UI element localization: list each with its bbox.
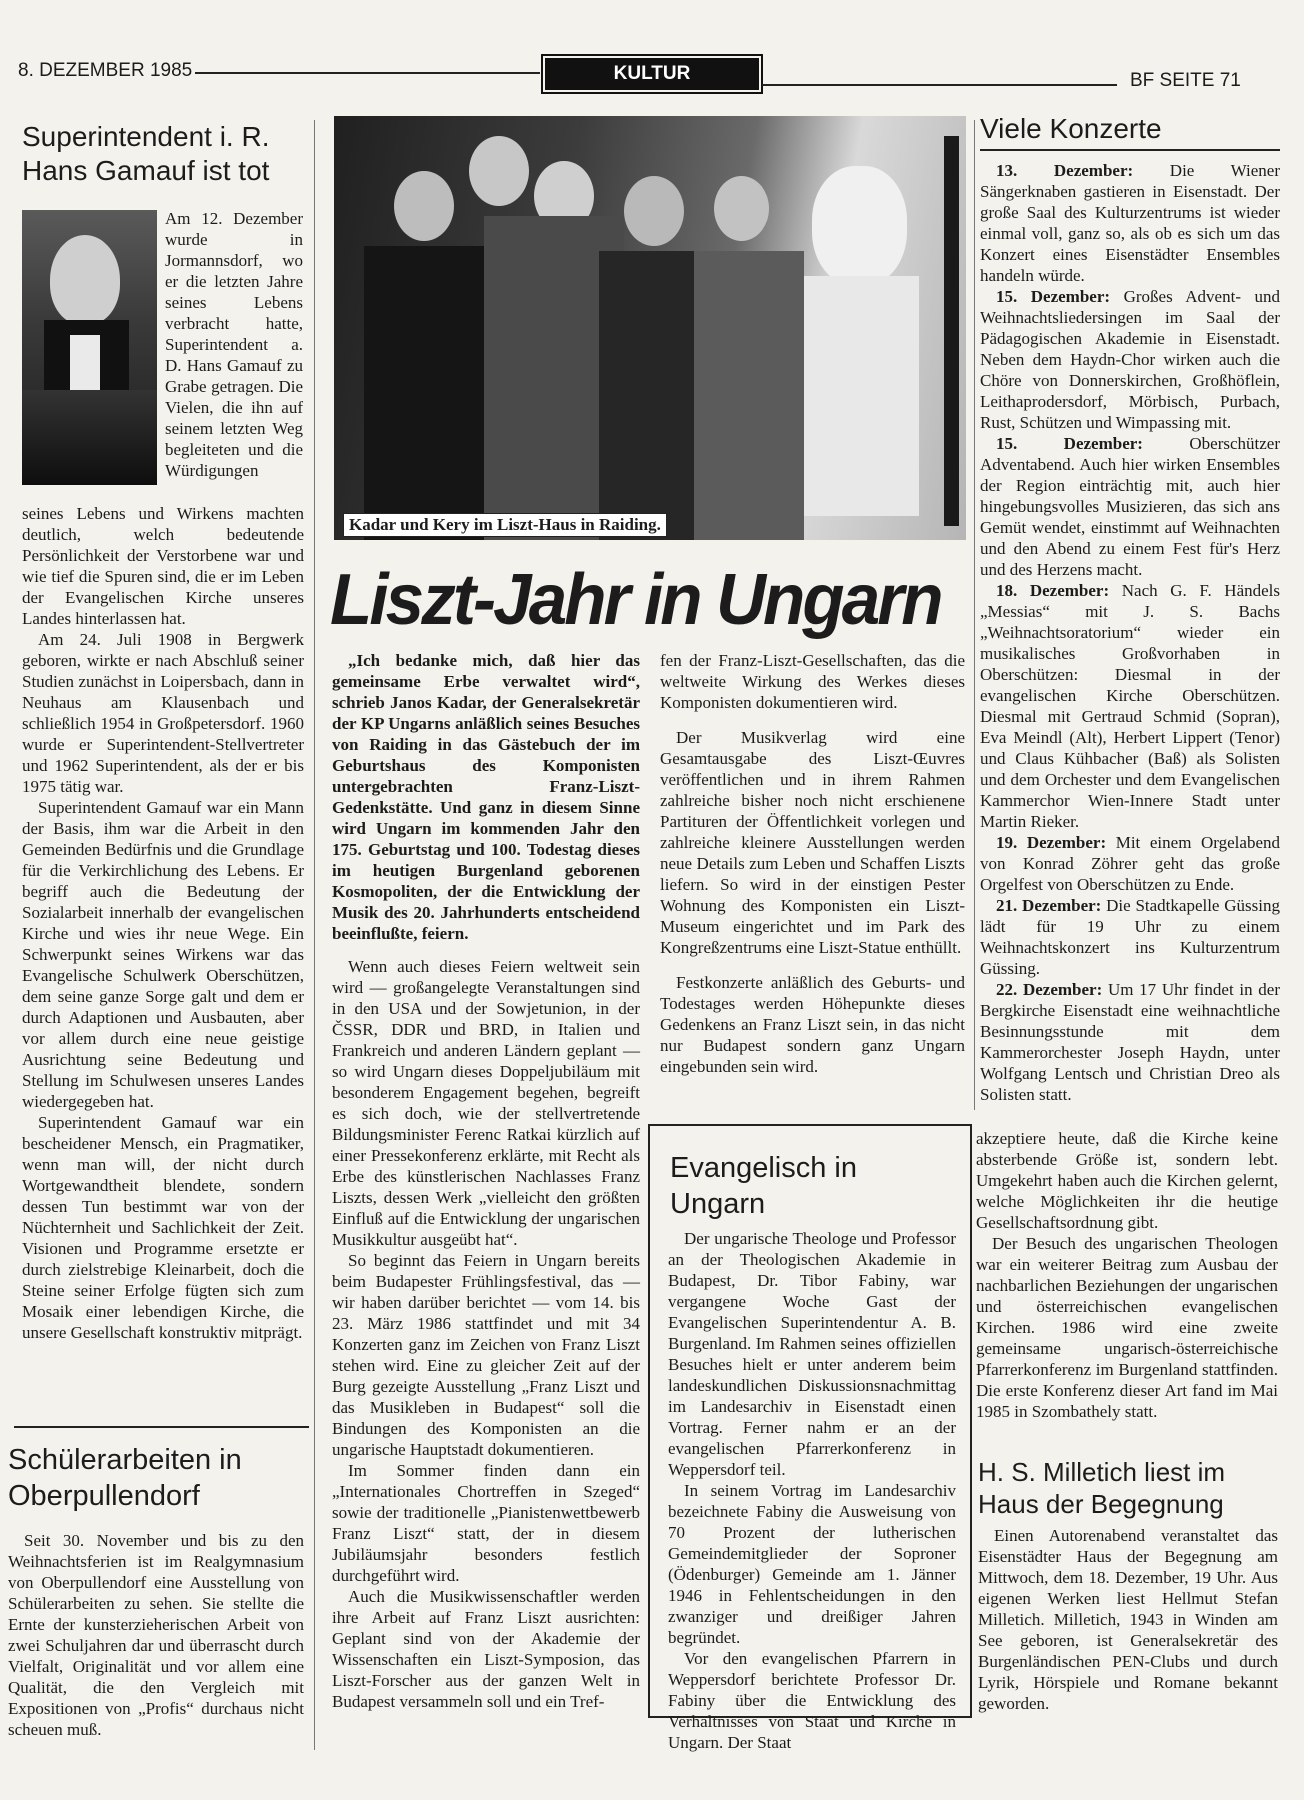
- konzerte-list: [980, 160, 1280, 1105]
- schueler-p1: Seit 30. November und bis zu den Weihnachtsferien ist im Realgymnasium von Oberpullendorf eine Ausstellung von Schülerarbeiten zu sehen. Sie stellte die Ernte der kunsterzieherischen Arbeit von zwei Schuljahren dar und überrascht durch Vielfalt, Originalität und vor allem eine Qualität, die den Vergleich mit Expositionen von „Profis“ durchaus nicht scheuen muß.: [8, 1531, 304, 1739]
- konzert-item: [980, 832, 1280, 895]
- konzert-date: 15. Dezember:: [996, 434, 1143, 453]
- konzert-text: Die Stadtkapelle Güssing lädt für 19 Uhr zu einem Weihnachtskonzert ins Kulturzentrum Güssing.: [980, 896, 1281, 978]
- milletich-p1: Einen Autorenabend veranstaltet das Eisenstädter Haus der Begegnung am Mittwoch, dem 18. Dezember, 19 Uhr. Aus eigenen Werken liest Hellmut Stefan Milletich. Milletich, 1943 in Winden am See geboren, ist Generalsekretär des Burgenländischen PEN-Clubs und durch Lyrik, Hörspiele und Romane bekannt geworden.: [978, 1526, 1278, 1713]
- gamauf-p2: Am 24. Juli 1908 in Bergwerk geboren, wirkte er nach Abschluß seiner Studien zunächst in Loipersbach, dann in Neuhaus am Klausenbach und schließlich 1954 in Großpetersdorf. 1960 wurde er Superintendent-Stellvertreter und 1962 Superintendent, als der er bis 1975 tätig war.: [22, 630, 304, 796]
- header-rule-left: [195, 72, 540, 74]
- konzert-text: Großes Advent- und Weihnachtsliedersingen im Saal der Pädagogischen Akademie in Eisenstadt. Neben dem Haydn-Chor wirken auch die Chöre von Donnerskirchen, Großhöflein, Leithaprodersdorf, Mörbisch, Purbach, Rust, Schützen und Wimpassing mit.: [980, 287, 1281, 432]
- gamauf-p3: Superintendent Gamauf war ein Mann der Basis, ihm war die Arbeit in den Gemeinden Bedürfnis und die Grundlage für die Verkirchlichung des Lebens. Er begriff auch die Bedeutung der Sozialarbeit innerhalb der evangelischen Kirche und wies ihr neue Wege. Ein Schwerpunkt seines Wirkens war das Evangelische Schulwerk Oberschützen, dem seine ganze Sorge galt und dem er durch Adaptionen und Ausbauten, aber vor allem durch eine neue geistige Ausrichtung seine Bedeutung und Stellung im Schulwesen unseres Landes wiedergegeben hat.: [22, 798, 304, 1111]
- konzert-date: 19. Dezember:: [996, 833, 1107, 852]
- evangelisch-p3: Vor den evangelischen Pfarrern in Weppersdorf berichtete Professor Dr. Fabiny über die Entwicklung des Verhältnisses von Staat und Kirche in Ungarn. Der Staat: [668, 1649, 956, 1752]
- konzert-text: Nach G. F. Händels „Messias“ mit J. S. Bachs „Weihnachtsoratorium“ wieder ein musikalisches Großvorhaben in Oberschützen: Diesmal in der evangelischen Kirche Oberschützen. Diesmal mit Gertraud Schmid (Sopran), Eva Meindl (Alt), Herbert Lippert (Tenor) und Claus Kühbacher (Baß) als Solisten und dem Orchester und dem Evangelischen Kammerchor Wien-Innere Stadt unter Martin Rieker.: [980, 581, 1280, 831]
- column-divider-right: [974, 120, 975, 1110]
- konzert-item: [980, 580, 1280, 832]
- konzert-text: Die Wiener Sängerknaben gastieren in Eisenstadt. Der große Saal des Kulturzentrums ist wieder einmal voll, ganz so, als ob es sich um das Konzert eines Eisenstädter Ensembles handeln würde.: [980, 161, 1281, 285]
- gamauf-title: Superintendent i. R. Hans Gamauf ist tot: [22, 121, 270, 186]
- liszt-col-a: [332, 650, 640, 1712]
- gamauf-bottom-rule: [14, 1426, 309, 1428]
- konzerte-title-rule: [980, 149, 1280, 151]
- evangelisch-c2p2: Der Besuch des ungarischen Theologen war ein weiterer Beitrag zum Ausbau der nachbarlichen Beziehungen der ungarischen und österreichischen evangelischen Kirchen. 1986 wird eine zweite gemeinsame ungarisch-österreichische Pfarrerkonferenz im Burgenland stattfinden. Die erste Konferenz dieser Art fand im Mai 1985 in Szombathely statt.: [976, 1234, 1278, 1421]
- evangelisch-title: Evangelisch in Ungarn: [670, 1152, 857, 1220]
- liszt-c2p1: fen der Franz-Liszt-Gesellschaften, das die weltweite Wirkung des Werkes dieses Komponisten dokumentieren wird.: [660, 651, 965, 712]
- konzerte-title: Viele Konzerte: [980, 113, 1162, 144]
- konzert-date: 18. Dezember:: [996, 581, 1110, 600]
- konzert-date: 15. Dezember:: [996, 287, 1111, 306]
- evangelisch-c2p1: akzeptiere heute, daß die Kirche keine absterbende Größe ist, sondern lebt. Umgekehrt haben auch die Kirchen gelernt, welche Möglichkeiten ihr die heutige Gesellschaftsordnung gibt.: [976, 1129, 1278, 1232]
- konzert-item: [980, 160, 1280, 286]
- gamauf-p1b: seines Lebens und Wirkens machten deutlich, welch bedeutende Persönlichkeit der Verstorbene war und wie tief die Spuren sind, die er im Leben der Evangelischen Kirche unseres Landes hinterlassen hat.: [22, 504, 304, 628]
- liszt-c2p2: Der Musikverlag wird eine Gesamtausgabe des Liszt-Œuvres veröffentlichen und in ihrem Rahmen zahlreiche bisher noch nicht erschienene Partituren der Öffentlichkeit vorlegen und zahlreiche kleinere Ausstellungen werden neue Details zum Leben und Schaffen Liszts liefern. So wird in der einstigen Pester Wohnung des Komponisten ein Liszt-Museum eingerichtet und im Park des Kongreßzentrums eine Liszt-Statue enthüllt.: [660, 728, 965, 957]
- gamauf-body: [22, 503, 304, 1343]
- liszt-lead: „Ich bedanke mich, daß hier das gemeinsame Erbe verwaltet wird“, schrieb Janos Kadar, der Generalsekretär der KP Ungarns anläßlich seines Besuches von Raiding in das Gästebuch der im Geburtshaus des Komponisten untergebrachten Franz-Liszt-Gedenkstätte. Und ganz in diesem Sinne wird Ungarn im kommenden Jahr den 175. Geburtstag und 100. Todestag dieses im heutigen Burgenland geborenen Kosmopoliten, der die Entwicklung der Musik des 20. Jahrhunderts entscheidend beeinflußte, feiern.: [332, 651, 640, 943]
- photo-caption: Kadar und Kery im Liszt-Haus in Raiding.: [343, 513, 667, 537]
- gamauf-p1a: Am 12. Dezember wurde in Jormannsdorf, wo er die letzten Jahre seines Lebens verbracht hatte, Superintendent a. D. Hans Gamauf zu Grabe getragen. Die Vielen, die ihn auf seinem letzten Weg begleiteten und die Würdigungen: [165, 209, 303, 480]
- header-rule-right: [762, 84, 1117, 86]
- konzert-item: [980, 979, 1280, 1105]
- liszt-house-photo: [334, 116, 966, 540]
- column-divider-left: [314, 120, 315, 1750]
- konzert-date: 21. Dezember:: [996, 896, 1102, 915]
- liszt-col-b: [660, 650, 965, 1077]
- evangelisch-col-a: [668, 1228, 956, 1753]
- section-label: KULTUR: [545, 58, 759, 90]
- milletich-body: [978, 1525, 1278, 1714]
- liszt-p4: Auch die Musikwissenschaftler werden ihre Arbeit auf Franz Liszt ausrichten: Geplant sind von der Akademie der Wissenschaften ein Liszt-Symposion, das Liszt-Forscher aus der ganzen Welt in Budapest versammeln soll und ein Tref-: [332, 1587, 640, 1711]
- evangelisch-p2: In seinem Vortrag im Landesarchiv bezeichnete Fabiny die Ausweisung von 70 Prozent der lutherischen Gemeindemitglieder der Soproner (Ödenburger) Gemeinde am 1. Jänner 1946 in Fehlentscheidungen in den zwanziger und dreißiger Jahren begründet.: [668, 1481, 956, 1647]
- liszt-p2: So beginnt das Feiern in Ungarn bereits beim Budapester Frühlingsfestival, das — wir haben darüber berichtet — vom 14. bis 23. März 1986 stattfindet und mit 34 Konzerten ganz im Zeichen von Franz Liszt stehen wird. Eine zu gleicher Zeit auf der Burg gezeigte Ausstellung „Franz Liszt und das Musikleben in Budapest“ soll die Bindungen des Komponisten an die ungarische Hauptstadt dokumentieren.: [332, 1251, 640, 1459]
- header-page: BF SEITE 71: [1130, 70, 1241, 91]
- schueler-body: [8, 1530, 304, 1740]
- liszt-headline: Liszt-Jahr in Ungarn: [330, 560, 941, 640]
- konzert-item: [980, 286, 1280, 433]
- konzert-item: [980, 433, 1280, 580]
- konzert-text: Mit einem Orgelabend von Konrad Zöhrer geht das große Orgelfest von Oberschützen zu Ende.: [980, 833, 1280, 894]
- konzert-item: [980, 895, 1280, 979]
- evangelisch-p1: Der ungarische Theologe und Professor an der Theologischen Akademie in Budapest, Dr. Tibor Fabiny, war vergangene Woche Gast der Evangelischen Superintendentur A. B. Burgenland. Im Rahmen seines offiziellen Besuches hielt er unter anderem beim landeskundlichen Diskussionsnachmittag im Landesarchiv in Eisenstadt einen Vortrag. Ferner nahm er an der evangelischen Pfarrerkonferenz in Weppersdorf teil.: [668, 1229, 956, 1479]
- liszt-p1: Wenn auch dieses Feiern weltweit sein wird — großangelegte Veranstaltungen sind in den USA und der Sowjetunion, in der ČSSR, DDR und BRD, in Italien und Frankreich und anderen Ländern geplant — so wird Ungarn dieses Doppeljubiläum mit besonderem Engagement begehen, begreift es sich doch, wie der stellvertretende Bildungsminister Ferenc Ratkai kürzlich auf einer Pressekonferenz erklärte, mit Recht als Erbe des künstlerischen Nachlasses Franz Liszts, dessen Werk „vielleicht den größten Einfluß auf die Entwicklung der ungarischen Musikkultur ausgeübt hat“.: [332, 957, 640, 1249]
- liszt-c2p3: Festkonzerte anläßlich des Geburts- und Todestages werden Höhepunkte dieses Gedenkens an Franz Liszt sein, in das nicht nur Budapest sondern ganz Ungarn eingebunden sein wird.: [660, 973, 965, 1076]
- header-date: 8. DEZEMBER 1985: [18, 60, 193, 81]
- schueler-title: Schülerarbeiten in Oberpullendorf: [8, 1444, 242, 1512]
- milletich-title: H. S. Milletich liest im Haus der Begegnung: [978, 1457, 1226, 1519]
- konzert-date: 13. Dezember:: [996, 161, 1134, 180]
- evangelisch-col-b: [976, 1128, 1278, 1422]
- konzert-text: Um 17 Uhr findet in der Bergkirche Eisenstadt eine weihnachtliche Besinnungsstunde mit dem Kammerorchester Joseph Haydn, unter Wolfgang Lentsch und Christian Dreo als Solisten statt.: [980, 980, 1281, 1104]
- gamauf-portrait: [22, 210, 157, 485]
- konzert-text: Oberschützer Adventabend. Auch hier wirken Ensembles der Region einträchtig mit, auch hier hingebungsvolles Musizieren, das sich ans Gemüt wendet, einstimmt auf Weihnachten und den Abend zu einem Fest für's Herz und des Herzens macht.: [980, 434, 1280, 579]
- liszt-p3: Im Sommer finden dann ein „Internationales Chortreffen in Szeged“ sowie der traditionelle „Pianistenwettbewerb Franz Liszt“ statt, der in diesem Jubiläumsjahr besonders festlich durchgeführt wird.: [332, 1461, 640, 1585]
- konzert-date: 22. Dezember:: [996, 980, 1103, 999]
- gamauf-p4: Superintendent Gamauf war ein bescheidener Mensch, ein Pragmatiker, wenn man will, der nicht durch Wortgewandtheit blendete, sondern dessen Tun bestimmt war von der Nüchternheit und Sachlichkeit der Zeit. Visionen und Programme ersetzte er durch zielstrebige Kleinarbeit, doch die Steine seiner Erfolge fügten sich zum Mosaik einer lebendigen Kirche, die unsere Gesellschaft konstruktiv mitprägt.: [22, 1113, 304, 1342]
